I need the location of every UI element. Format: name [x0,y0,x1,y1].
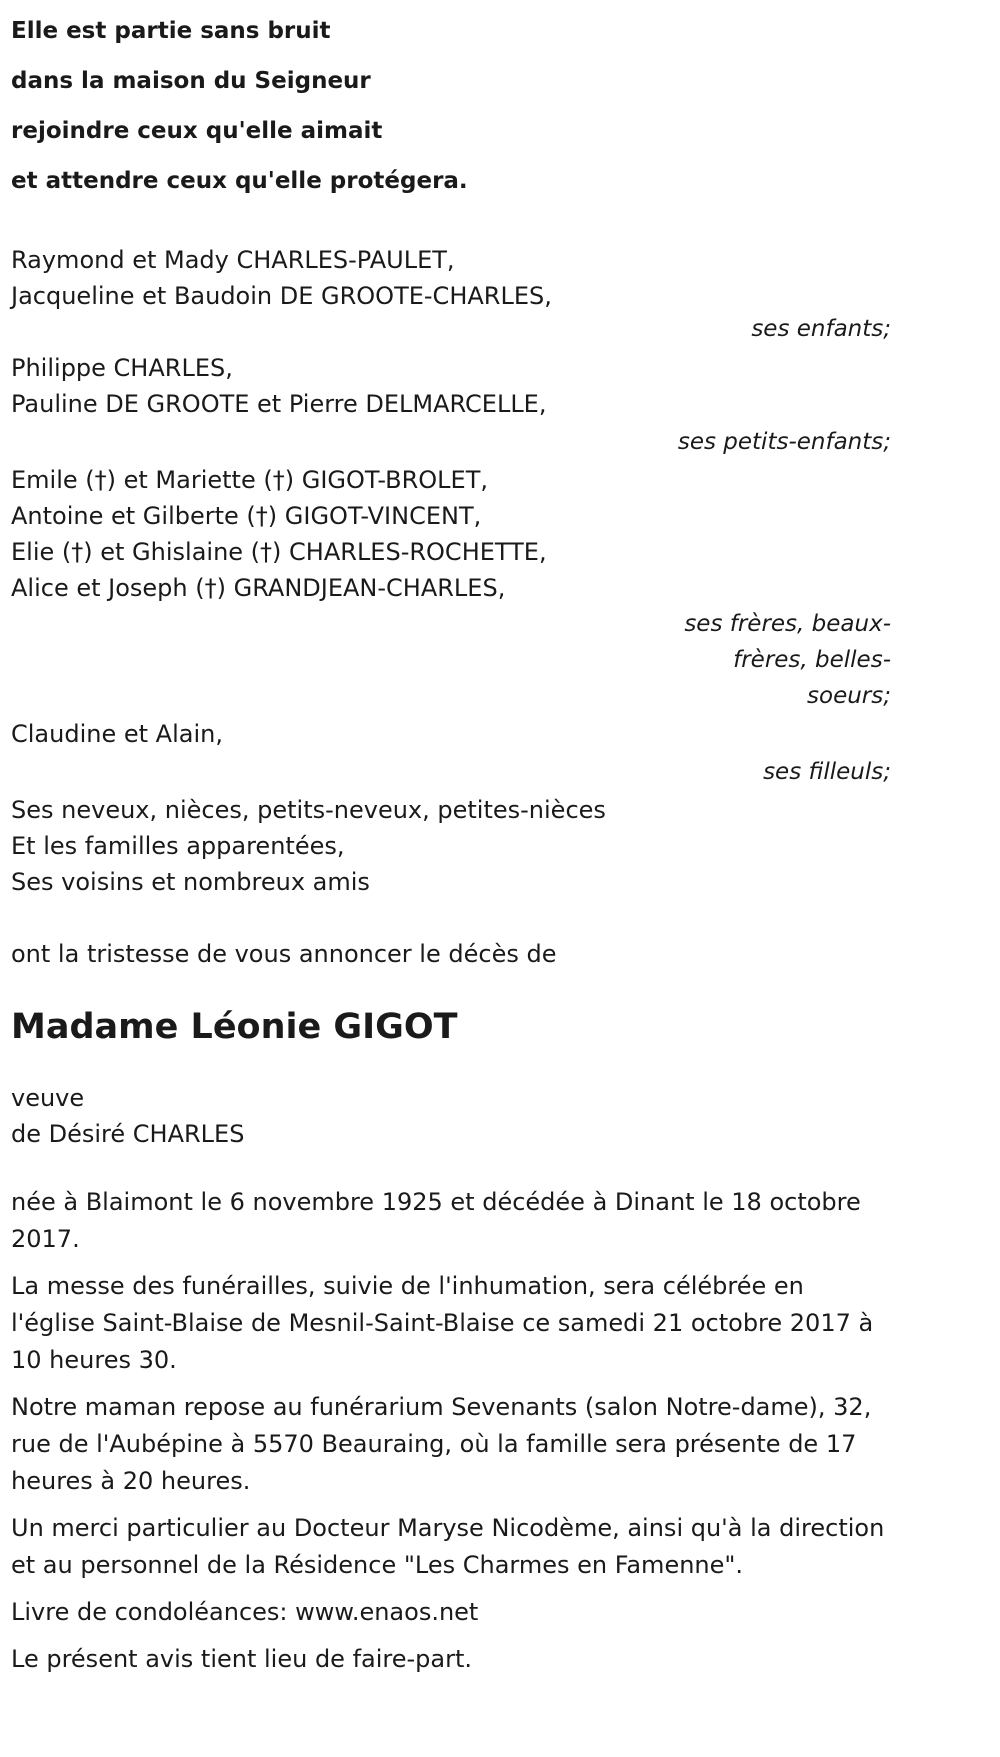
relation-line: soeurs; [807,683,891,709]
poem-line: rejoindre ceux qu'elle aimait [11,118,383,144]
family-name-line: Alice et Joseph (†) GRANDJEAN-CHARLES, [11,574,506,602]
relation-label: ses petits-enfants; [677,429,891,455]
family-name-line: Jacqueline et Baudoin DE GROOTE-CHARLES, [11,282,552,310]
relation-line: frères, belles- [733,647,891,673]
thanks-paragraph: Un merci particulier au Docteur Maryse Nicodème, ainsi qu'à la direction et au personnel de la Résidence "Les Charmes en Famenne". [11,1514,885,1579]
family-name-line: Pauline DE GROOTE et Pierre DELMARCELLE, [11,390,547,418]
others-group [11,792,891,900]
birth-death-paragraph: née à Blaimont le 6 novembre 1925 et décédée à Dinant le 18 octobre 2017. [11,1188,861,1253]
poem [11,0,1000,206]
widow-line: veuve [11,1084,85,1112]
widow-line: de Désiré CHARLES [11,1120,245,1148]
children-group [11,242,891,344]
family-name-line: Claudine et Alain, [11,720,223,748]
relation-label: ses filleuls; [763,759,891,785]
poem-line: Elle est partie sans bruit [11,18,331,44]
relation-line: ses frères, beaux- [684,611,891,637]
poem-line: dans la maison du Seigneur [11,68,371,94]
condolences-paragraph: Livre de condoléances: www.enaos.net [11,1598,479,1626]
others-line: Ses voisins et nombreux amis [11,868,370,896]
relation-label [661,606,891,714]
others-line: Et les familles apparentées, [11,832,345,860]
family-name-line: Philippe CHARLES, [11,354,233,382]
funeral-paragraph: La messe des funérailles, suivie de l'inhumation, sera célébrée en l'église Saint-Blaise de Mesnil-Saint-Blaise ce samedi 21 octobre 2017 à 10 heures 30. [11,1272,874,1374]
relation-label: ses enfants; [751,316,891,342]
family-name-line: Emile (†) et Mariette (†) GIGOT-BROLET, [11,466,488,494]
announcement: ont la tristesse de vous annoncer le décès de [11,940,557,968]
family-name-line: Antoine et Gilberte (†) GIGOT-VINCENT, [11,502,482,530]
details [11,1184,1000,1678]
grandchildren-group [11,350,891,462]
deceased-name: Madame Léonie GIGOT [11,1007,458,1047]
family-name-line: Raymond et Mady CHARLES-PAULET, [11,246,455,274]
godchildren-group [11,716,891,792]
siblings-group [11,462,891,714]
poem-line: et attendre ceux qu'elle protégera. [11,168,468,194]
others-line: Ses neveux, nièces, petits-neveux, petites-nièces [11,796,606,824]
notice-paragraph: Le présent avis tient lieu de faire-part. [11,1645,473,1673]
funeral-home-paragraph: Notre maman repose au funérarium Sevenants (salon Notre-dame), 32, rue de l'Aubépine à 5570 Beauraing, où la famille sera présente de 17 heures à 20 heures. [11,1393,872,1495]
family-name-line: Elie (†) et Ghislaine (†) CHARLES-ROCHETTE, [11,538,547,566]
